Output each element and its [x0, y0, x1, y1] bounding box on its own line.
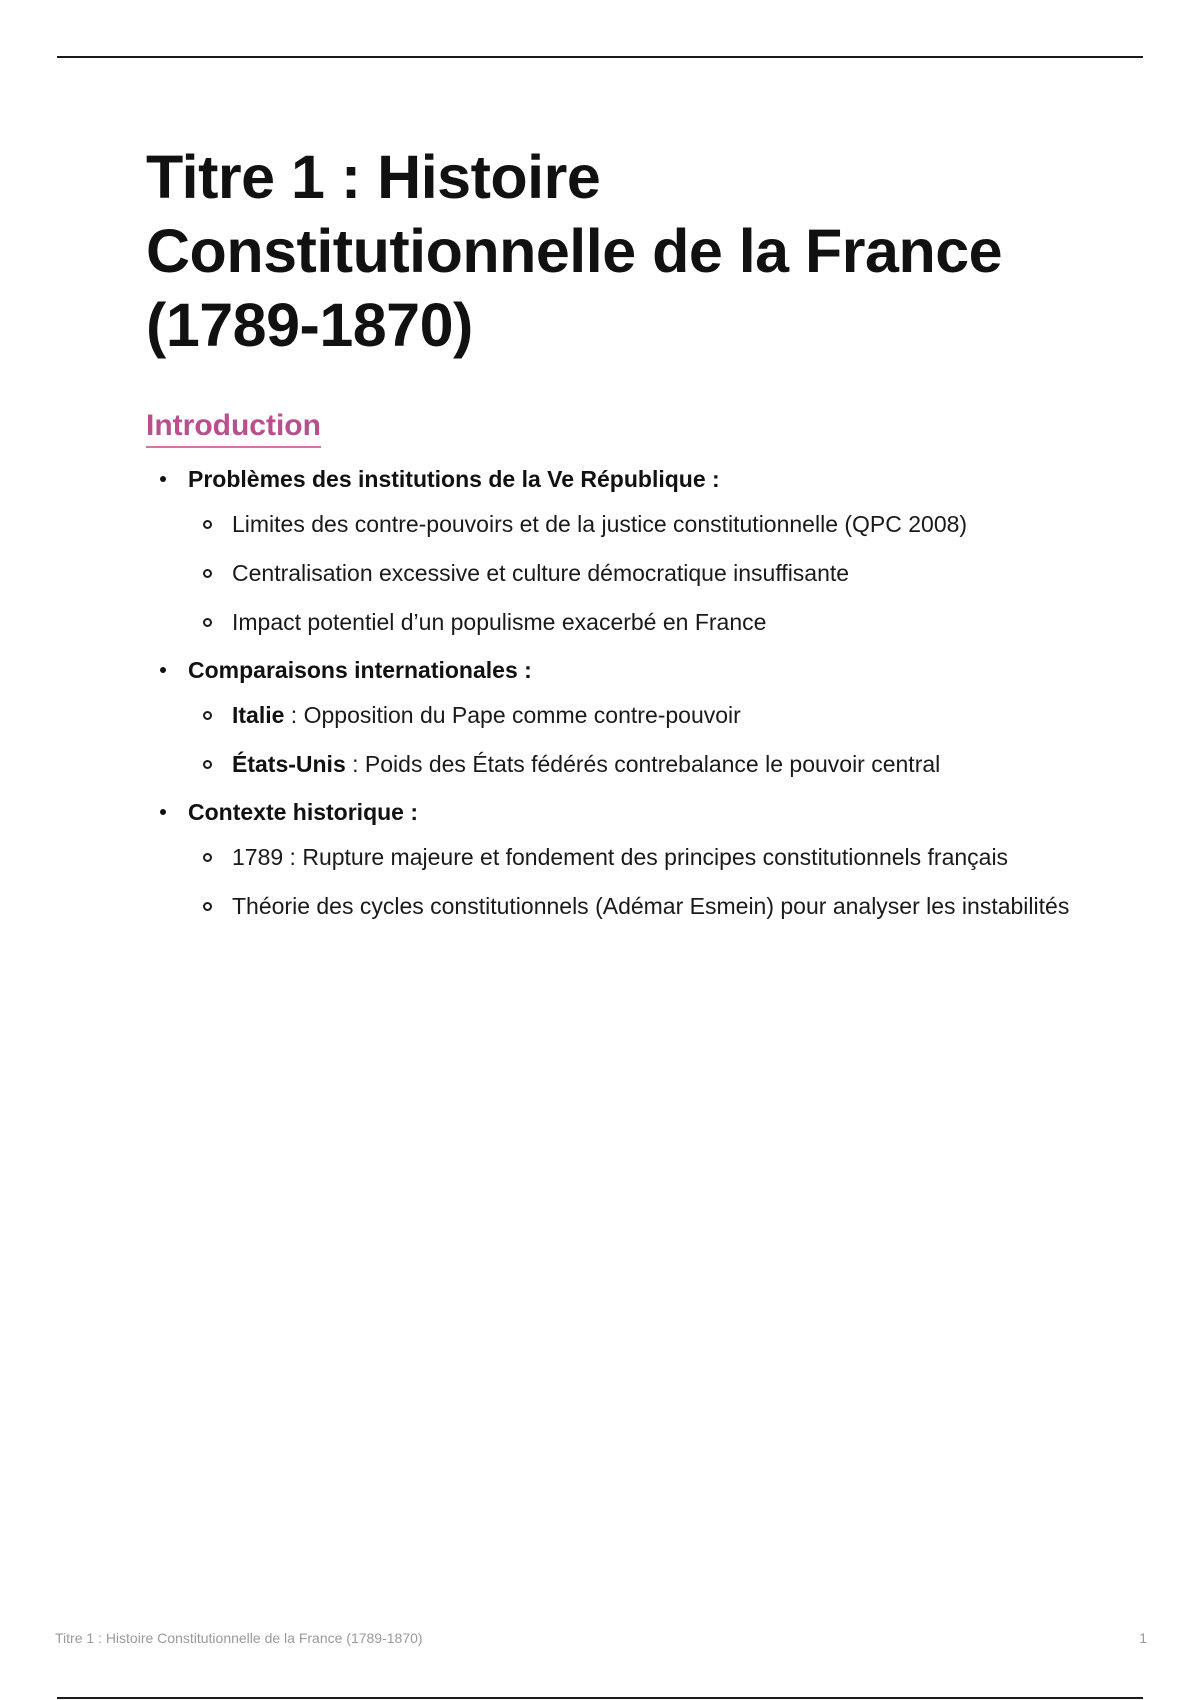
bottom-divider: [57, 1697, 1143, 1699]
circle-bullet-icon: [203, 618, 212, 627]
bullet-icon: [160, 667, 166, 673]
list-item: [146, 653, 1076, 782]
circle-bullet-icon: [203, 711, 212, 720]
sub-list: [188, 506, 1076, 640]
circle-bullet-icon: [203, 520, 212, 529]
sub-list-item: [188, 555, 1076, 591]
bullet-icon: [160, 809, 166, 815]
circle-bullet-icon: [203, 853, 212, 862]
section-heading-introduction: Introduction: [146, 408, 321, 448]
page-number: 1: [1139, 1630, 1147, 1646]
sub-item-text: Théorie des cycles constitutionnels (Adémar Esmein) pour analyser les instabilités: [232, 893, 1070, 919]
sub-item-term: Italie: [232, 702, 285, 728]
top-divider: [57, 56, 1143, 58]
list-item: [146, 795, 1076, 924]
page-title: Titre 1 : Histoire Constitutionnelle de la France (1789-1870): [146, 143, 1003, 359]
sub-list-item: [188, 604, 1076, 640]
sub-item-text: : Opposition du Pape comme contre-pouvoir: [284, 702, 741, 728]
sub-list-item: [188, 506, 1076, 542]
sub-list-item: [188, 839, 1076, 875]
sub-list-item: [188, 697, 1076, 733]
sub-item-term: États-Unis: [232, 751, 346, 777]
circle-bullet-icon: [203, 760, 212, 769]
document-body: [146, 140, 1076, 937]
sub-item-text: Limites des contre-pouvoirs et de la justice constitutionnelle (QPC 2008): [232, 511, 968, 537]
sub-list-item: [188, 746, 1076, 782]
list-item-label: Problèmes des institutions de la Ve République :: [188, 466, 720, 492]
footer-title: Titre 1 : Histoire Constitutionnelle de la France (1789-1870): [55, 1630, 423, 1646]
sub-item-text: Centralisation excessive et culture démocratique insuffisante: [232, 560, 850, 586]
sub-list-item: [188, 888, 1076, 924]
sub-item-text: 1789 : Rupture majeure et fondement des principes constitutionnels français: [232, 844, 1009, 870]
sub-list: [188, 697, 1076, 782]
circle-bullet-icon: [203, 902, 212, 911]
circle-bullet-icon: [203, 569, 212, 578]
sub-item-text: Impact potentiel d’un populisme exacerbé en France: [232, 609, 767, 635]
bullet-icon: [160, 476, 166, 482]
list-item: [146, 462, 1076, 640]
list-item-label: Contexte historique :: [188, 799, 419, 825]
introduction-list: [146, 462, 1076, 924]
sub-list: [188, 839, 1076, 924]
list-item-label: Comparaisons internationales :: [188, 657, 532, 683]
sub-item-text: : Poids des États fédérés contrebalance le pouvoir central: [345, 751, 941, 777]
